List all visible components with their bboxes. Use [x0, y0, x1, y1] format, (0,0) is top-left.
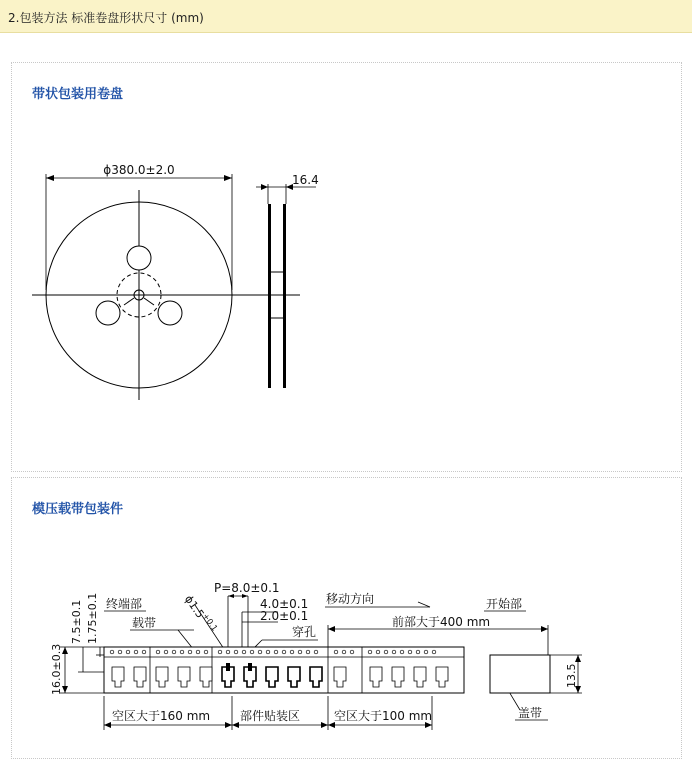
carrier-label: 载带: [132, 616, 157, 630]
sprocket-hole: [118, 650, 122, 654]
sprocket-hole: [234, 650, 238, 654]
start-label: 开始部: [486, 597, 523, 611]
sprocket-label: 穿孔: [292, 625, 317, 639]
sprocket-hole: [126, 650, 130, 654]
bottom-arrow-d: [321, 722, 328, 728]
sprocket-hole: [266, 650, 270, 654]
sprocket-hole: [334, 650, 338, 654]
dim-1-75-label: 1.75±0.1: [86, 592, 99, 644]
height-arrow-top: [575, 655, 581, 662]
sprocket-hole: [134, 650, 138, 654]
bottom-arrow-b: [225, 722, 232, 728]
sprocket-hole: [408, 650, 412, 654]
tape-leader-section: [490, 655, 550, 693]
component-marker: [248, 663, 252, 671]
sprocket-hole: [350, 650, 354, 654]
sprocket-hole: [384, 650, 388, 654]
sprocket-hole: [188, 650, 192, 654]
sprocket-hole: [180, 650, 184, 654]
sprocket-hole: [298, 650, 302, 654]
section-header-title: 2.包装方法 标准卷盘形状尺寸 (mm): [8, 11, 204, 25]
direction-label: 移动方向: [326, 592, 375, 606]
sprocket-hole: [164, 650, 168, 654]
sprocket-hole: [110, 650, 114, 654]
sprocket-hole: [242, 650, 246, 654]
sprocket-hole: [196, 650, 200, 654]
height-13-5-label: 13.5: [565, 663, 578, 688]
bottom-arrow-c: [232, 722, 239, 728]
sprocket-hole: [282, 650, 286, 654]
mount-zone-label: 部件贴装区: [240, 709, 301, 723]
sprocket-hole: [306, 650, 310, 654]
reel-diameter-label: ϕ380.0±2.0: [103, 163, 175, 177]
sprocket-hole: [258, 650, 262, 654]
sprocket-hole: [342, 650, 346, 654]
hole-dia-label: ϕ1.5: [181, 592, 207, 621]
front-arrow-right: [541, 626, 548, 632]
front-label: 前部大于400 mm: [392, 615, 491, 629]
hole-tol-label: +0.1: [200, 611, 220, 633]
pitch-label: P=8.0±0.1: [214, 581, 280, 595]
sprocket-hole: [142, 650, 146, 654]
reel-panel-title: 带状包装用卷盘: [32, 87, 124, 102]
reel-width-label: 16.4: [292, 173, 319, 187]
sprocket-hole: [400, 650, 404, 654]
sprocket-hole: [274, 650, 278, 654]
sprocket-hole: [218, 650, 222, 654]
bottom-arrow-a: [104, 722, 111, 728]
sprocket-hole: [226, 650, 230, 654]
sprocket-hole: [376, 650, 380, 654]
sprocket-hole: [204, 650, 208, 654]
sprocket-hole: [250, 650, 254, 654]
empty-100-label: 空区大于100 mm: [334, 709, 433, 723]
sprocket-hole: [392, 650, 396, 654]
sprocket-hole: [172, 650, 176, 654]
empty-160-label: 空区大于160 mm: [112, 709, 211, 723]
sprocket-hole: [314, 650, 318, 654]
dim-4-label: 4.0±0.1: [260, 597, 309, 611]
dim-2-label: 2.0±0.1: [260, 609, 309, 623]
front-arrow-left: [328, 626, 335, 632]
sprocket-hole: [368, 650, 372, 654]
sprocket-hole: [416, 650, 420, 654]
terminal-label: 终端部: [106, 597, 143, 611]
dim-16-label: 16.0±0.3: [50, 643, 63, 695]
component-marker: [226, 663, 230, 671]
dim-7-5-label: 7.5±0.1: [70, 599, 83, 644]
cover-tape-label: 盖带: [518, 706, 543, 720]
sprocket-hole: [156, 650, 160, 654]
sprocket-hole: [290, 650, 294, 654]
tape-panel-title: 模压载带包装件: [32, 502, 124, 517]
sprocket-hole: [432, 650, 436, 654]
sprocket-hole: [424, 650, 428, 654]
direction-arrowhead: [418, 602, 430, 607]
